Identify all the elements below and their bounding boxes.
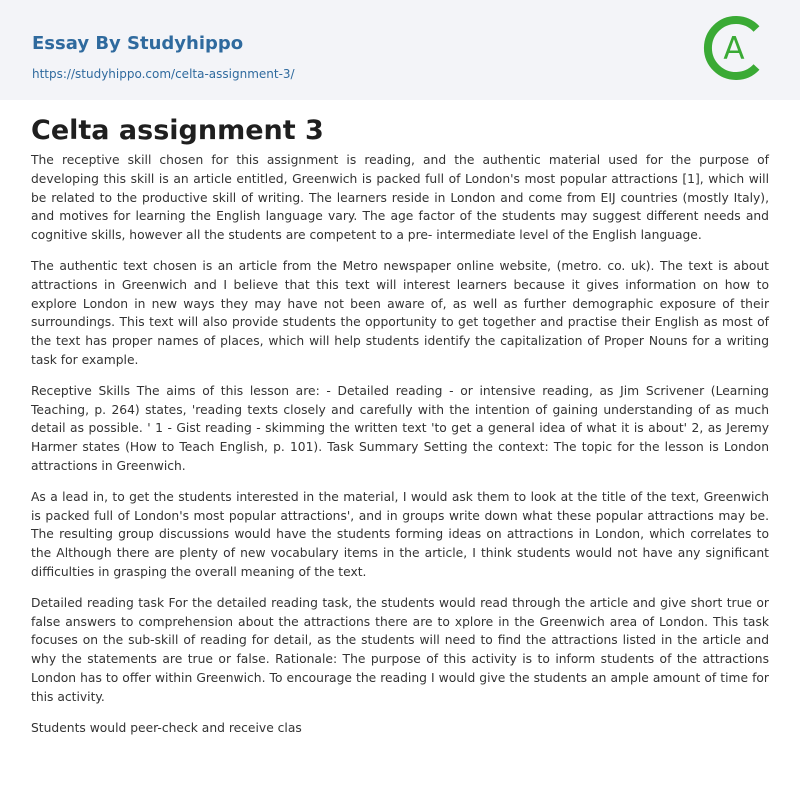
essay-paragraph: Students would peer-check and receive clas <box>31 720 302 735</box>
essay-paragraph: The receptive skill chosen for this assignment is reading, and the authentic material used for the purpose of developing this skill is an article entitled, Greenwich is packed full of London's most popular attractions [1], which will be related to the productive skill of writing. The learners reside in London and come from EIJ countries (mostly Italy), and motives for learning the English language vary. The age factor of the students may suggest different needs and cognitive skills, however all the students are competent to a pre- intermediate level of the English language. <box>31 153 769 243</box>
essay-content <box>0 114 800 737</box>
studyhippo-logo-icon[interactable] <box>700 14 768 82</box>
page-url-link[interactable]: https://studyhippo.com/celta-assignment-3/ <box>32 67 295 81</box>
page-title: Celta assignment 3 <box>31 115 324 146</box>
site-header <box>0 0 800 100</box>
logo-letter: A <box>723 31 745 67</box>
essay-paragraph: Detailed reading task For the detailed reading task, the students would read through the article and give short true or false answers to comprehension about the attractions there are to xplore in the Greenwich area of London. This task focuses on the sub-skill of reading for detail, as the students will need to find the attractions listed in the article and why the statements are true or false. Rationale: The purpose of this activity is to inform students of the attractions London has to offer within Greenwich. To encourage the reading I would give the students an ample amount of time for this activity. <box>31 595 769 704</box>
essay-paragraph: Receptive Skills The aims of this lesson are: - Detailed reading - or intensive reading, as Jim Scrivener (Learning Teaching, p. 264) states, 'reading texts closely and carefully with the intention of gaining understanding of as much detail as possible. ' 1 - Gist reading - skimming the written text 'to get a general idea of what it is about' 2, as Jeremy Harmer states (How to Teach English, p. 101). Task Summary Setting the context: The topic for the lesson is London attractions in Greenwich. <box>31 383 769 473</box>
essay-paragraph: The authentic text chosen is an article from the Metro newspaper online website, (metro. co. uk). The text is about attractions in Greenwich and I believe that this text will interest learners because it gives information on how to explore London in new ways they may have not been aware of, as well as further demographic exposure of their surroundings. This text will also provide students the opportunity to get together and practise their English as most of the text has proper names of places, which will help students identify the capitalization of Proper Nouns for a writing task for example. <box>31 258 769 367</box>
essay-paragraph: As a lead in, to get the students interested in the material, I would ask them to look at the title of the text, Greenwich is packed full of London's most popular attractions', and in groups write down what these popular attractions may be. The resulting group discussions would have the students forming ideas on attractions in London, which correlates to the Although there are plenty of new vocabulary items in the article, I think students would not have any significant difficulties in grasping the overall meaning of the text. <box>31 489 769 579</box>
site-title[interactable]: Essay By Studyhippo <box>32 33 244 54</box>
